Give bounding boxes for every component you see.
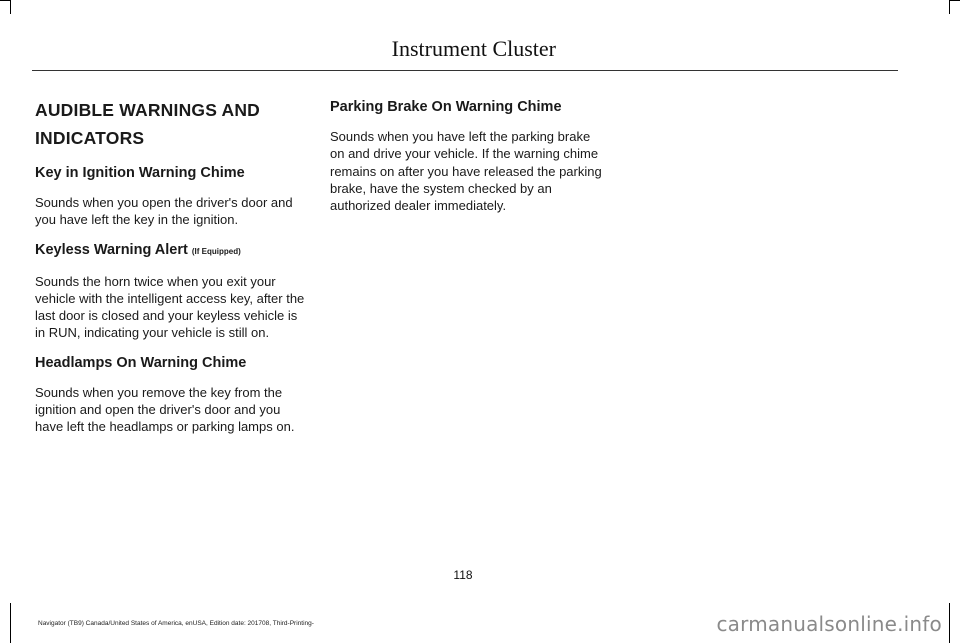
document-info: Navigator (TB9) Canada/United States of America, enUSA, Edition date: 201708, Third-Printing- xyxy=(38,620,314,627)
keyless-warning-heading xyxy=(35,241,307,261)
header-divider xyxy=(32,70,898,71)
headlamps-on-body: Sounds when you remove the key from the ignition and open the driver's door and you have left the headlamps or parking lamps on. xyxy=(35,384,295,435)
page-number: 118 xyxy=(453,568,473,582)
parking-brake-body: Sounds when you have left the parking brake on and drive your vehicle. If the warning chime remains on after you have released the parking brake, have the system checked by an authorized dealer immediately. xyxy=(330,129,602,214)
left-column xyxy=(35,96,307,448)
crop-mark xyxy=(949,0,950,14)
section-heading-line2: INDICATORS xyxy=(35,128,145,148)
if-equipped-qualifier: (If Equipped) xyxy=(191,246,241,256)
site-watermark: carmanualsonline.info xyxy=(716,612,942,636)
crop-mark xyxy=(0,0,10,1)
section-heading xyxy=(35,96,307,152)
section-heading-line1: AUDIBLE WARNINGS AND xyxy=(35,100,261,120)
crop-mark xyxy=(10,603,11,643)
right-column xyxy=(330,96,602,226)
headlamps-on-heading: Headlamps On Warning Chime xyxy=(35,354,247,371)
key-in-ignition-heading: Key in Ignition Warning Chime xyxy=(35,165,245,181)
crop-mark xyxy=(10,0,11,14)
parking-brake-heading: Parking Brake On Warning Chime xyxy=(330,99,562,115)
crop-mark xyxy=(949,603,950,643)
keyless-warning-body: Sounds the horn twice when you exit your vehicle with the intelligent access key, after the last door is closed and your keyless vehicle is in RUN, indicating your vehicle is still on. xyxy=(35,273,305,341)
crop-mark xyxy=(950,0,960,1)
key-in-ignition-body: Sounds when you open the driver's door and you have left the key in the ignition. xyxy=(35,195,293,228)
keyless-warning-heading-text: Keyless Warning Alert xyxy=(35,241,188,258)
page-header-title: Instrument Cluster xyxy=(391,36,556,61)
